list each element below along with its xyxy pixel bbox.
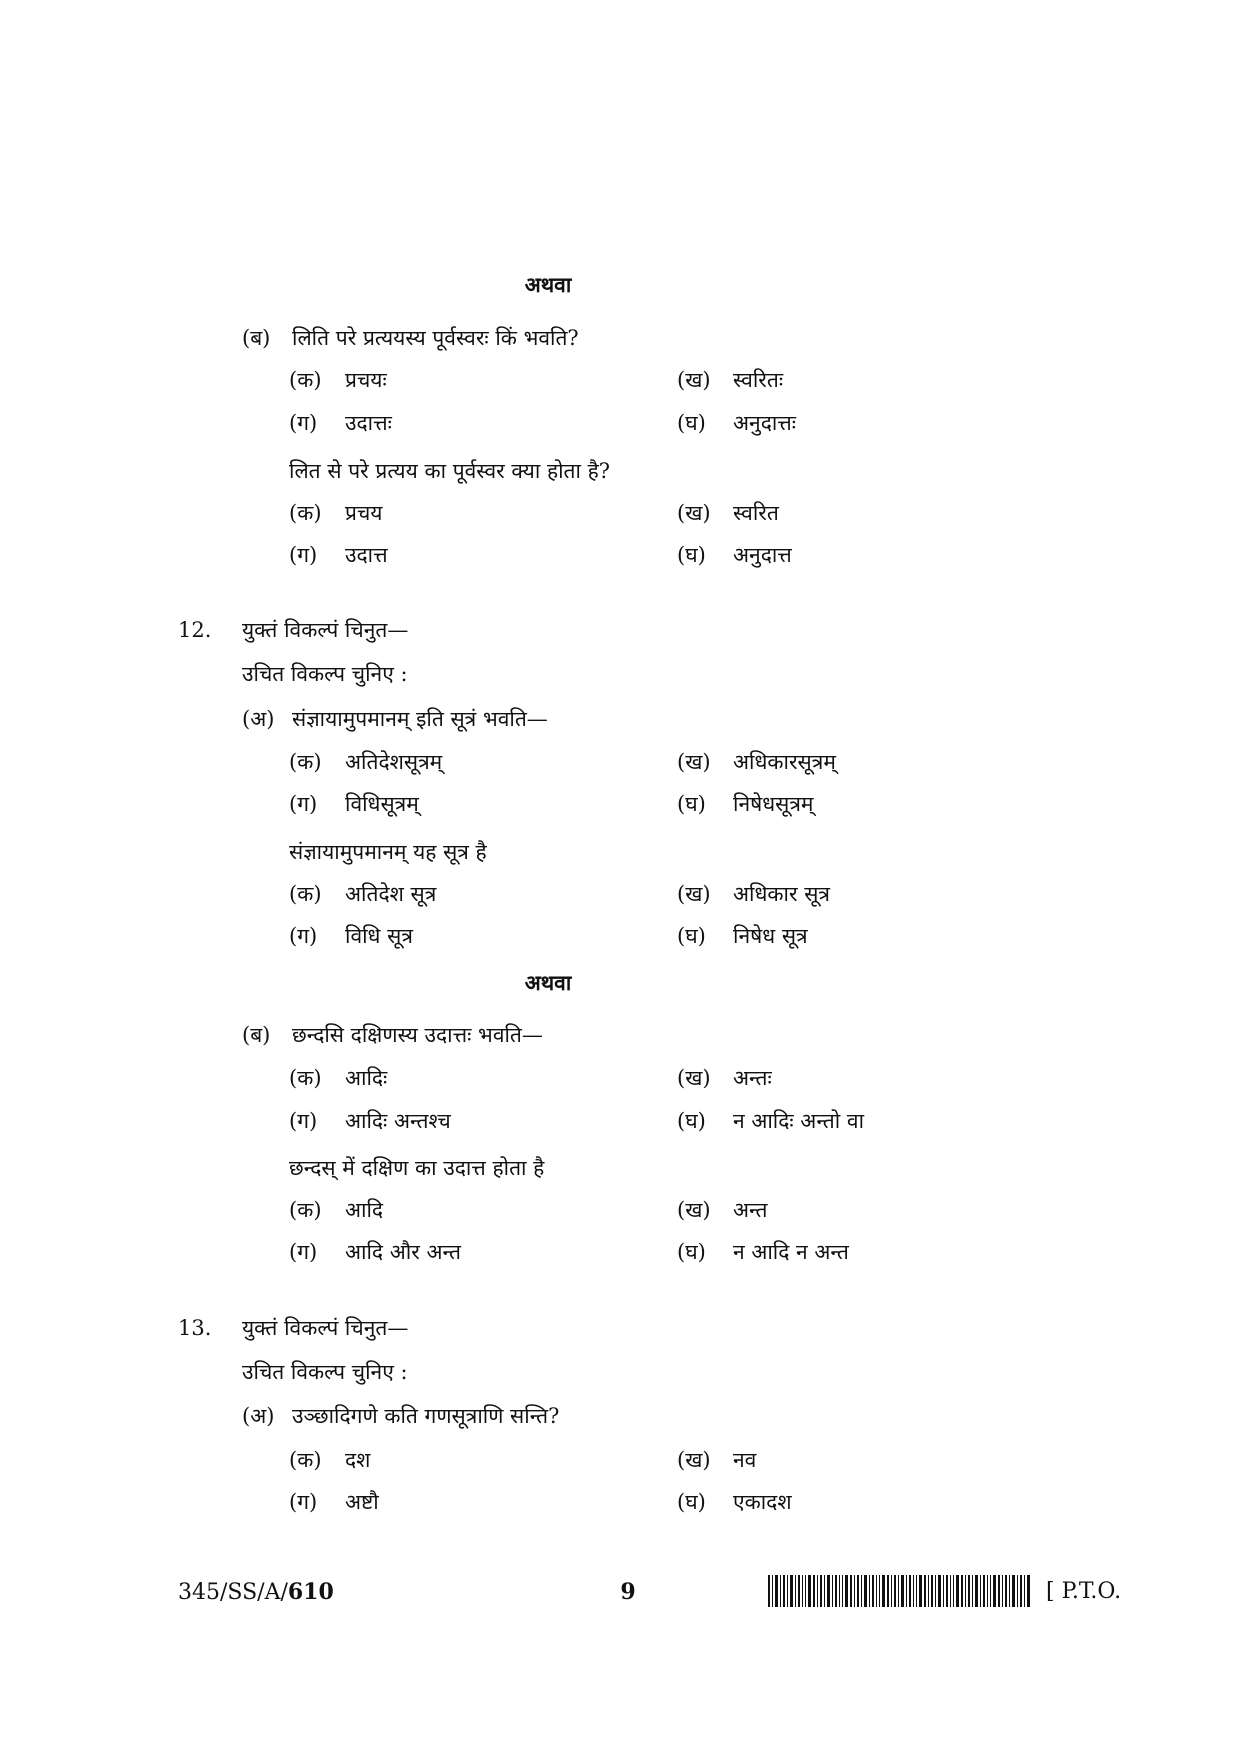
option-ga: (ग) अष्टौ — [289, 1490, 379, 1514]
option-kha: (ख) अन्त — [677, 1198, 768, 1222]
question-a-sanskrit: (अ) संज्ञायामुपमानम् इति सूत्रं भवति— — [242, 707, 548, 731]
question-a-hindi: संज्ञायामुपमानम् यह सूत्र है — [289, 840, 487, 864]
question-b-sanskrit — [242, 328, 579, 349]
question-instruction-sanskrit: युक्तं विकल्पं चिनुत— — [242, 1316, 409, 1340]
option-kha: (ख) नव — [677, 1448, 757, 1472]
question-number: 13. — [178, 1316, 212, 1340]
question-instruction-hindi: उचित विकल्प चुनिए : — [242, 662, 408, 686]
question-instruction-sanskrit: युक्तं विकल्पं चिनुत— — [242, 618, 409, 642]
question-b-sanskrit: (ब) छन्दसि दक्षिणस्य उदात्तः भवति— — [242, 1023, 543, 1047]
option-ga: (ग) विधिसूत्रम् — [289, 792, 419, 816]
page-number: 9 — [620, 1579, 636, 1605]
question-label: (ब) — [242, 326, 271, 350]
option-ka: (क) अतिदेशसूत्रम् — [289, 750, 443, 774]
question-b-hindi: छन्दस् में दक्षिण का उदात्त होता है — [289, 1156, 545, 1180]
option-kha: (ख) अधिकार सूत्र — [677, 882, 831, 906]
option-ka: (क) दश — [289, 1448, 371, 1472]
option-ga: (ग) आदि और अन्त — [289, 1240, 461, 1264]
option-ka: (क) आदिः — [289, 1066, 388, 1090]
option-ka: (क) आदि — [289, 1198, 384, 1222]
question-number: 12. — [178, 618, 212, 642]
option-kha: (ख) अधिकारसूत्रम् — [677, 750, 836, 774]
option-ga: (ग) आदिः अन्तश्च — [289, 1109, 451, 1133]
paper-code: 345/SS/A/610 — [178, 1579, 334, 1605]
athva-heading: अथवा — [524, 970, 572, 995]
option-ka: (क) अतिदेश सूत्र — [289, 882, 437, 906]
question-b-hindi: लित से परे प्रत्यय का पूर्वस्वर क्या होता है? — [289, 459, 611, 483]
question-a-sanskrit: (अ) उञ्छादिगणे कति गणसूत्राणि सन्ति? — [242, 1404, 560, 1428]
option-kha: (ख) स्वरित — [677, 501, 779, 525]
option-gha: (घ) अनुदात्तः — [677, 411, 797, 435]
option-ga: (ग) विधि सूत्र — [289, 924, 413, 948]
option-gha: (घ) निषेधसूत्रम् — [677, 792, 814, 816]
option-ga: (ग) उदात्त — [289, 543, 388, 567]
option-ka: (क) प्रचयः — [289, 368, 387, 392]
question-text: लिति परे प्रत्ययस्य पूर्वस्वरः किं भवति? — [292, 326, 579, 350]
option-gha: (घ) अनुदात्त — [677, 543, 792, 567]
option-gha: (घ) न आदि न अन्त — [677, 1240, 849, 1264]
option-gha: (घ) निषेध सूत्र — [677, 924, 808, 948]
option-ka: (क) प्रचय — [289, 501, 383, 525]
option-ga: (ग) उदात्तः — [289, 411, 392, 435]
option-gha: (घ) न आदिः अन्तो वा — [677, 1109, 865, 1133]
barcode — [768, 1575, 1030, 1607]
athva-heading: अथवा — [524, 272, 572, 297]
option-gha: (घ) एकादश — [677, 1490, 792, 1514]
pto-label: [ P.T.O. — [1046, 1579, 1122, 1604]
option-kha: (ख) अन्तः — [677, 1066, 772, 1090]
option-kha: (ख) स्वरितः — [677, 368, 784, 392]
question-instruction-hindi: उचित विकल्प चुनिए : — [242, 1360, 408, 1384]
